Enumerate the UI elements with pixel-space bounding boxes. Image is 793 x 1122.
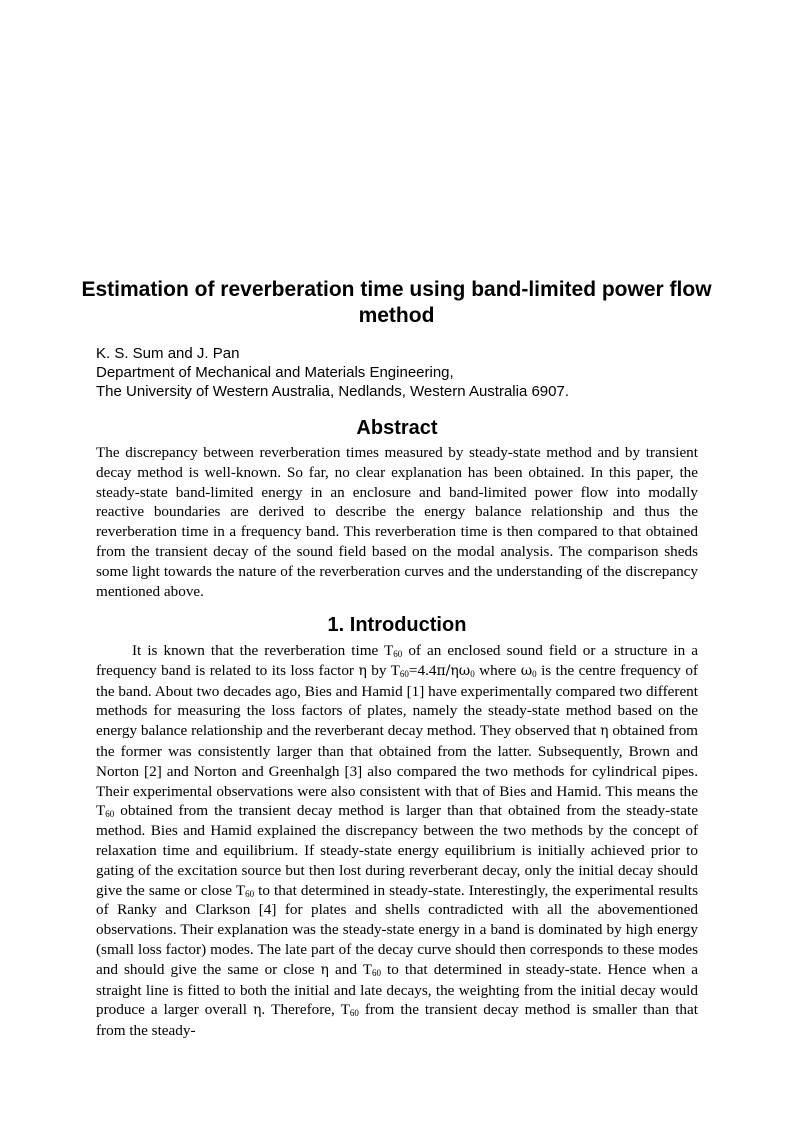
author-department: Department of Mechanical and Materials Engineering, (96, 364, 454, 381)
abstract-text: The discrepancy between reverberation times measured by steady-state method and by transient decay method is well-known. So far, no clear explanation has been obtained. In this paper, the steady-state band-limited energy in an enclosure and band-limited power flow into modally reactive boundaries are derived to describe the energy balance relationship and thus the reverberation time in a frequency band. This reverberation time is then compared to that obtained from the transient decay of the sound field based on the modal analysis. The comparison sheds some light towards the nature of the reverberation curves and the understanding of the discrepancy mentioned above. (96, 444, 698, 600)
introduction-heading: 1. Introduction (327, 614, 467, 636)
author-block (96, 344, 716, 401)
author-names: K. S. Sum and J. Pan (96, 345, 240, 362)
author-university: The University of Western Australia, Nedlands, Western Australia 6907. (96, 383, 570, 400)
abstract-heading: Abstract (356, 417, 438, 439)
introduction-paragraph: It is known that the reverberation time $T_{60}$ of an enclosed sound field or a structure in a frequency band is related to its loss factor η by $T_{60}=4.4\pi/\eta\omega_0$ where $\omega_0$ is the centre frequency of the band. About two decades ago, Bies and Hamid [1] have experimentally compared two different methods for measuring the loss factors of plates, namely the steady-state method based on the energy balance relationship and the reverberant decay method. They observed that η obtained from the former was consistently larger than that obtained from the latter. Subsequently, Brown and Norton [2] and Norton and Greenhalgh [3] also compared the two methods for cylindrical pipes. Their experimental observations were also consistent with that of Bies and Hamid. This means the $T_{60}$ obtained from the transient decay method is larger than that obtained from the steady-state method. Bies and Hamid explained the discrepancy between the two methods by the concept of relaxation time and equilibrium. If steady-state energy equilibrium is initially achieved prior to gating of the excitation source but then lost during reverberant decay, only the initial decay should give the same or close $T_{60}$ to that determined in steady-state. Interestingly, the experimental results of Ranky and Clarkson [4] for plates and shells contradicted with all the abovementioned observations. Their explanation was the steady-state energy in a band is dominated by high energy (small loss factor) modes. The late part of the decay curve should then corresponds to these modes and should give the same or close η and $T_{60}$ to that determined in steady-state. Hence when a straight line is fitted to both the initial and late decays, the weighting from the initial decay would produce a larger overall η. Therefore, $T_{60}$ from the transient decay method is smaller than that from the steady- (96, 642, 698, 1040)
paper-title: Estimation of reverberation time using band-limited power flow method (81, 278, 712, 327)
